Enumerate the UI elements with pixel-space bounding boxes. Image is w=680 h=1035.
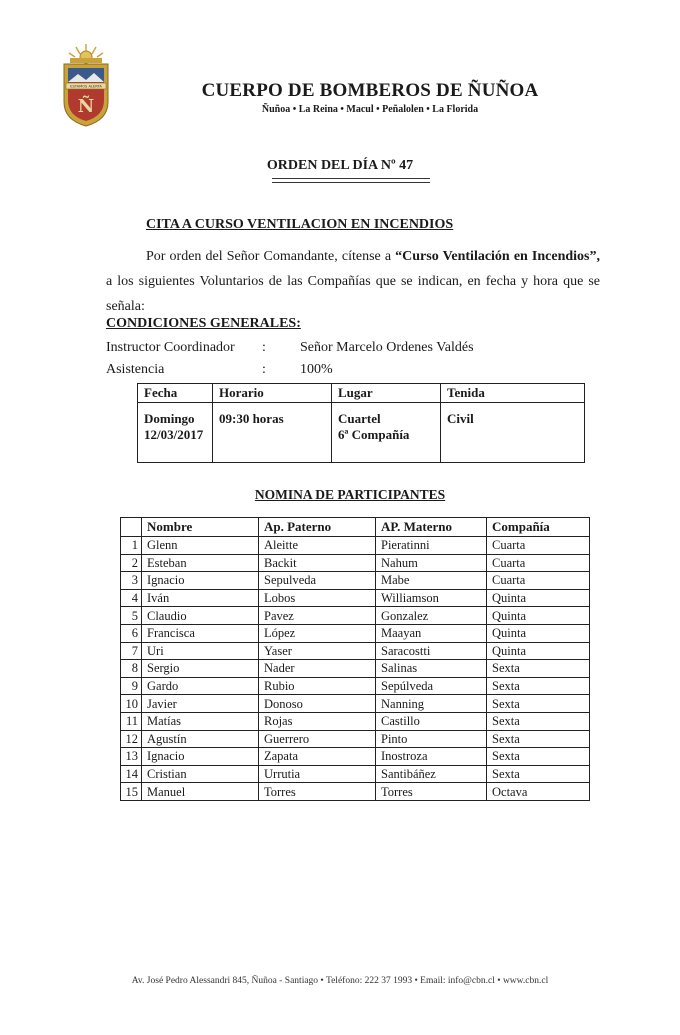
col-nombre: Nombre xyxy=(142,518,259,537)
instructor-colon: : xyxy=(262,340,266,355)
schedule-table xyxy=(137,383,585,463)
ap-paterno-cell: Guerrero xyxy=(259,730,376,748)
ap-materno-cell: Nanning xyxy=(376,695,487,713)
row-number-cell: 14 xyxy=(121,765,142,783)
participants-heading: NOMINA DE PARTICIPANTES xyxy=(254,487,446,502)
fecha-date: 12/03/2017 xyxy=(144,427,204,442)
ap-materno-cell: Inostroza xyxy=(376,748,487,766)
nombre-cell: Cristian xyxy=(142,765,259,783)
row-number-cell: 6 xyxy=(121,624,142,642)
table-row xyxy=(121,712,590,730)
compania-cell: Sexta xyxy=(487,660,590,678)
ap-materno-cell: Santibáñez xyxy=(376,765,487,783)
ap-materno-cell: Mabe xyxy=(376,572,487,590)
col-ap-materno: AP. Materno xyxy=(376,518,487,537)
table-row xyxy=(121,554,590,572)
crest-motto: ESTAMOS ALERTA xyxy=(70,84,102,89)
table-row xyxy=(121,730,590,748)
table-row xyxy=(121,677,590,695)
nombre-cell: Agustín xyxy=(142,730,259,748)
row-number-cell: 15 xyxy=(121,783,142,801)
nombre-cell: Gardo xyxy=(142,677,259,695)
order-title: ORDEN DEL DÍA Nº 47 xyxy=(266,158,414,173)
col-ap-paterno: Ap. Paterno xyxy=(259,518,376,537)
ap-paterno-cell: Nader xyxy=(259,660,376,678)
lugar-place: Cuartel xyxy=(338,411,381,426)
ap-paterno-cell: López xyxy=(259,624,376,642)
ap-materno-cell: Maayan xyxy=(376,624,487,642)
compania-cell: Sexta xyxy=(487,695,590,713)
table-row xyxy=(121,537,590,555)
ap-materno-cell: Gonzalez xyxy=(376,607,487,625)
tenida-cell: Civil xyxy=(441,403,585,463)
table-row xyxy=(121,624,590,642)
instructor-value: Señor Marcelo Ordenes Valdés xyxy=(300,340,474,355)
footer-contact: Av. José Pedro Alessandri 845, Ñuñoa - Santiago • Teléfono: 222 37 1993 • Email: info@cbn.cl • www.cbn.cl xyxy=(131,976,549,986)
compania-cell: Quinta xyxy=(487,642,590,660)
ap-materno-cell: Sepúlveda xyxy=(376,677,487,695)
ap-paterno-cell: Urrutia xyxy=(259,765,376,783)
compania-cell: Sexta xyxy=(487,730,590,748)
ap-materno-cell: Nahum xyxy=(376,554,487,572)
course-name: “Curso Ventilación en Incendios”, xyxy=(395,249,600,264)
header-tenida: Tenida xyxy=(441,384,585,403)
compania-cell: Octava xyxy=(487,783,590,801)
organization-communes: Ñuñoa • La Reina • Macul • Peñalolen • La Florida xyxy=(261,104,479,115)
ap-materno-cell: Pieratinni xyxy=(376,537,487,555)
ap-paterno-cell: Sepulveda xyxy=(259,572,376,590)
nombre-cell: Ignacio xyxy=(142,572,259,590)
course-heading: CITA A CURSO VENTILACION EN INCENDIOS xyxy=(146,217,454,232)
ap-materno-cell: Torres xyxy=(376,783,487,801)
ap-paterno-cell: Donoso xyxy=(259,695,376,713)
row-number-cell: 13 xyxy=(121,748,142,766)
table-row xyxy=(121,642,590,660)
organization-title: CUERPO DE BOMBEROS DE ÑUÑOA xyxy=(201,80,539,101)
compania-cell: Quinta xyxy=(487,607,590,625)
fecha-day: Domingo xyxy=(144,411,195,426)
row-number-cell: 8 xyxy=(121,660,142,678)
participants-header-row xyxy=(121,518,590,537)
ap-materno-cell: Pinto xyxy=(376,730,487,748)
row-number-cell: 11 xyxy=(121,712,142,730)
nombre-cell: Sergio xyxy=(142,660,259,678)
header-fecha: Fecha xyxy=(138,384,213,403)
compania-cell: Quinta xyxy=(487,589,590,607)
table-row xyxy=(121,783,590,801)
horario-cell: 09:30 horas xyxy=(213,403,332,463)
compania-cell: Sexta xyxy=(487,712,590,730)
col-number xyxy=(121,518,142,537)
row-number-cell: 2 xyxy=(121,554,142,572)
row-number-cell: 9 xyxy=(121,677,142,695)
table-row xyxy=(121,748,590,766)
nombre-cell: Iván xyxy=(142,589,259,607)
attendance-label: Asistencia xyxy=(106,362,165,377)
ap-paterno-cell: Pavez xyxy=(259,607,376,625)
crest-letter: Ñ xyxy=(77,96,95,117)
table-row xyxy=(121,589,590,607)
ap-paterno-cell: Backit xyxy=(259,554,376,572)
compania-cell: Sexta xyxy=(487,765,590,783)
ap-materno-cell: Salinas xyxy=(376,660,487,678)
ap-paterno-cell: Yaser xyxy=(259,642,376,660)
lugar-cell xyxy=(332,403,441,463)
nombre-cell: Glenn xyxy=(142,537,259,555)
table-row xyxy=(121,572,590,590)
nombre-cell: Esteban xyxy=(142,554,259,572)
header-horario: Horario xyxy=(213,384,332,403)
course-paragraph xyxy=(106,244,600,319)
compania-cell: Cuarta xyxy=(487,554,590,572)
ap-paterno-cell: Lobos xyxy=(259,589,376,607)
row-number-cell: 7 xyxy=(121,642,142,660)
ap-paterno-cell: Rubio xyxy=(259,677,376,695)
ap-materno-cell: Williamson xyxy=(376,589,487,607)
nombre-cell: Francisca xyxy=(142,624,259,642)
table-row xyxy=(121,660,590,678)
header-lugar: Lugar xyxy=(332,384,441,403)
table-row xyxy=(121,607,590,625)
row-number-cell: 10 xyxy=(121,695,142,713)
row-number-cell: 12 xyxy=(121,730,142,748)
ap-paterno-cell: Zapata xyxy=(259,748,376,766)
row-number-cell: 1 xyxy=(121,537,142,555)
table-row xyxy=(121,765,590,783)
paragraph-rest: a los siguientes Voluntarios de las Compañías que se indican, en fecha y hora que se señala: xyxy=(106,274,600,314)
paragraph-intro: Por orden del Señor Comandante, cítense a xyxy=(146,249,396,264)
lugar-company: 6ª Compañía xyxy=(338,427,410,442)
row-number-cell: 5 xyxy=(121,607,142,625)
compania-cell: Sexta xyxy=(487,748,590,766)
double-underline xyxy=(272,178,430,183)
ap-materno-cell: Saracostti xyxy=(376,642,487,660)
participants-table xyxy=(120,517,590,801)
row-number-cell: 3 xyxy=(121,572,142,590)
ap-materno-cell: Castillo xyxy=(376,712,487,730)
row-number-cell: 4 xyxy=(121,589,142,607)
nombre-cell: Ignacio xyxy=(142,748,259,766)
nombre-cell: Javier xyxy=(142,695,259,713)
col-compania: Compañía xyxy=(487,518,590,537)
conditions-heading: CONDICIONES GENERALES: xyxy=(106,316,301,331)
compania-cell: Cuarta xyxy=(487,572,590,590)
attendance-value: 100% xyxy=(300,362,333,377)
table-row xyxy=(121,695,590,713)
ap-paterno-cell: Aleitte xyxy=(259,537,376,555)
nombre-cell: Claudio xyxy=(142,607,259,625)
nombre-cell: Uri xyxy=(142,642,259,660)
nombre-cell: Manuel xyxy=(142,783,259,801)
nombre-cell: Matías xyxy=(142,712,259,730)
compania-cell: Quinta xyxy=(487,624,590,642)
instructor-label: Instructor Coordinador xyxy=(106,340,235,355)
ap-paterno-cell: Rojas xyxy=(259,712,376,730)
compania-cell: Cuarta xyxy=(487,537,590,555)
ap-paterno-cell: Torres xyxy=(259,783,376,801)
compania-cell: Sexta xyxy=(487,677,590,695)
attendance-colon: : xyxy=(262,362,266,377)
fecha-cell xyxy=(138,403,213,463)
